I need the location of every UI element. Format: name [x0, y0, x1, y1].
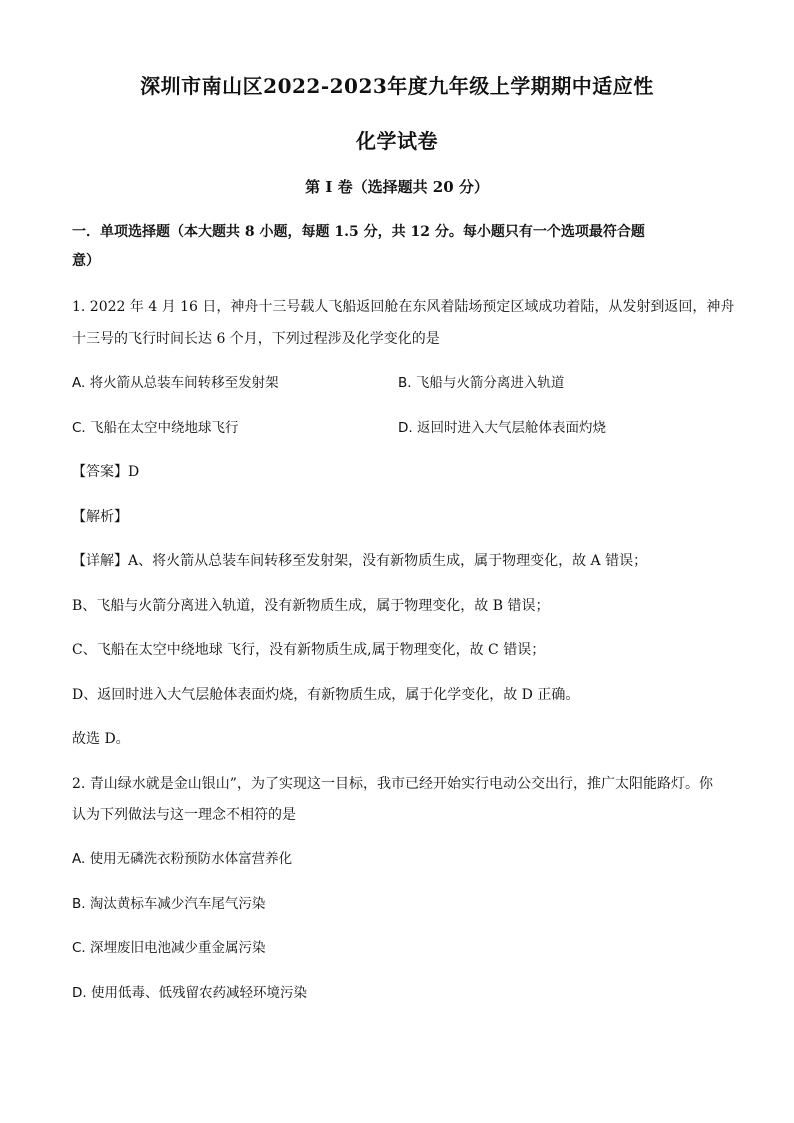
question-1-detail-4: D、返回时进入大气层舱体表面灼烧，有新物质生成，属于化学变化，故 D 正确。 [72, 687, 580, 703]
question-2-stem: 2. 青山绿水就是金山银山”，为了实现这一目标，我市已经开始实行电动公交出行，推广太阳能路灯。你 [72, 776, 713, 792]
part-heading-cont: 意） [72, 253, 100, 269]
question-1-conclusion: 故选 D。 [72, 731, 130, 747]
question-1-option-b: B. 飞船与火箭分离进入轨道 [398, 375, 565, 391]
question-2-option-a: A. 使用无磷洗衣粉预防水体富营养化 [72, 851, 293, 867]
question-1-detail-1: 【详解】A、将火箭从总装车间转移至发射架，没有新物质生成，属于物理变化，故 A 错误； [72, 553, 648, 569]
question-2-option-b: B. 淘汰黄标车减少汽车尾气污染 [72, 896, 266, 912]
question-2-option-d: D. 使用低毒、低残留农药减轻环境污染 [72, 985, 307, 1001]
question-1-detail-3: C、飞船在太空中绕地球 飞行，没有新物质生成,属于物理变化，故 C 错误； [72, 642, 546, 658]
question-1-option-a: A. 将火箭从总装车间转移至发射架 [72, 375, 279, 391]
section-title: 第 I 卷（选择题共 20 分） [305, 178, 489, 196]
question-2-stem-cont: 认为下列做法与这一理念不相符的是 [72, 807, 296, 823]
question-1-stem: 1. 2022 年 4 月 16 日，神舟十三号载人飞船返回舱在东风着陆场预定区域成功着陆，从发射到返回，神舟 [72, 299, 735, 315]
question-1-option-c: C. 飞船在太空中绕地球飞行 [72, 420, 239, 436]
exam-title: 深圳市南山区2022-2023年度九年级上学期期中适应性 [140, 74, 654, 98]
part-heading: 一．单项选择题（本大题共 8 小题，每题 1.5 分，共 12 分。每小题只有一个选项最符合题 [72, 224, 645, 240]
question-1-answer: 【答案】D [72, 464, 140, 480]
exam-subject-title: 化学试卷 [356, 129, 438, 153]
question-1-detail-2: B、飞船与火箭分离进入轨道，没有新物质生成，属于物理变化，故 B 错误； [72, 598, 550, 614]
question-1-option-d: D. 返回时进入大气层舱体表面灼烧 [398, 420, 606, 436]
question-2-option-c: C. 深埋废旧电池减少重金属污染 [72, 940, 266, 956]
question-1-analysis-label: 【解析】 [72, 509, 128, 525]
question-1-stem-cont: 十三号的飞行时间长达 6 个月，下列过程涉及化学变化的是 [72, 331, 440, 347]
